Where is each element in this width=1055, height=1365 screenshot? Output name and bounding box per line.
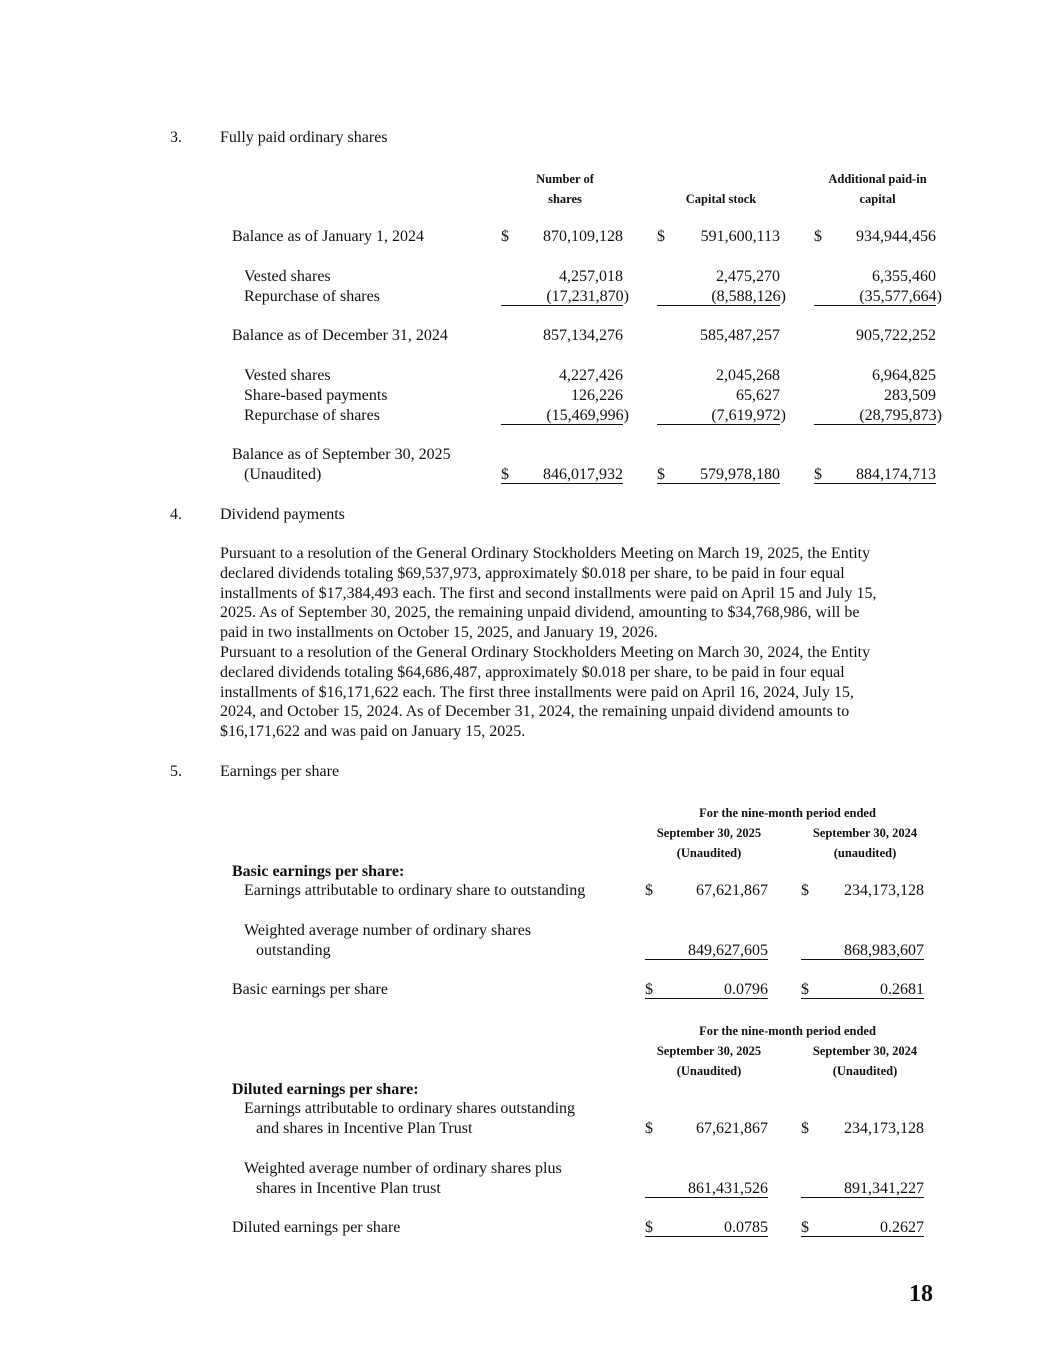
dividend-line: installments of $17,384,493 each. The first and second installments were paid on April 15 and July 15, bbox=[220, 584, 877, 602]
currency-symbol: $ bbox=[801, 1219, 809, 1236]
value-shares-baldec2024: 857,134,276 bbox=[543, 327, 623, 344]
diluted-col2-header-line2: (Unaudited) bbox=[832, 1064, 898, 1078]
basic-period-header: For the nine-month period ended bbox=[699, 806, 876, 820]
diluted-wa-2024: 891,341,227 bbox=[844, 1180, 924, 1197]
value-apic-baldec2024: 905,722,252 bbox=[856, 327, 936, 344]
diluted-earnings-label-line1: Earnings attributable to ordinary shares outstanding bbox=[244, 1100, 576, 1117]
value-apic-repurchase1: (35,577,664) bbox=[859, 288, 942, 305]
underline bbox=[657, 424, 780, 425]
underline bbox=[645, 1236, 768, 1237]
currency-symbol: $ bbox=[801, 1120, 809, 1137]
value-capital-bal2024: 591,600,113 bbox=[700, 228, 780, 245]
basic-eps-2024: 0.2681 bbox=[880, 981, 924, 998]
currency-symbol: $ bbox=[801, 882, 809, 899]
currency-symbol: $ bbox=[645, 981, 653, 998]
row-label-balance-jan-2024: Balance as of January 1, 2024 bbox=[232, 228, 424, 245]
value-apic-repurchase2: (28,795,873) bbox=[859, 407, 942, 424]
diluted-earnings-2025: 67,621,867 bbox=[696, 1120, 768, 1137]
page-number: 18 bbox=[909, 1281, 933, 1307]
currency-symbol: $ bbox=[814, 228, 822, 245]
section-3-number: 3. bbox=[170, 129, 182, 146]
underline bbox=[645, 1197, 768, 1198]
underline bbox=[657, 305, 780, 306]
diluted-col1-header-line2: (Unaudited) bbox=[676, 1064, 742, 1078]
basic-col2-header-line2: (unaudited) bbox=[833, 846, 897, 860]
currency-symbol: $ bbox=[501, 466, 509, 483]
value-shares-repurchase1: (17,231,870) bbox=[546, 288, 629, 305]
basic-eps-label: Basic earnings per share bbox=[232, 981, 388, 998]
basic-earnings-2025: 67,621,867 bbox=[696, 882, 768, 899]
value-capital-balsep2025: 579,978,180 bbox=[700, 466, 780, 483]
header-apic-line1: Additional paid-in bbox=[828, 172, 927, 186]
diluted-eps-heading: Diluted earnings per share: bbox=[232, 1081, 419, 1098]
diluted-wa-label-line1: Weighted average number of ordinary shares plus bbox=[244, 1160, 562, 1177]
value-shares-sbp: 126,226 bbox=[571, 387, 623, 404]
underline bbox=[501, 424, 623, 425]
section-3-title: Fully paid ordinary shares bbox=[220, 129, 388, 146]
row-label-repurchase: Repurchase of shares bbox=[244, 407, 380, 424]
row-label-repurchase: Repurchase of shares bbox=[244, 288, 380, 305]
currency-symbol: $ bbox=[501, 228, 509, 245]
value-shares-vested2: 4,227,426 bbox=[559, 367, 623, 384]
value-apic-bal2024: 934,944,456 bbox=[856, 228, 936, 245]
value-apic-sbp: 283,509 bbox=[884, 387, 936, 404]
value-shares-vested1: 4,257,018 bbox=[559, 268, 623, 285]
diluted-period-header: For the nine-month period ended bbox=[699, 1024, 876, 1038]
header-apic-line2: capital bbox=[859, 192, 896, 206]
diluted-earnings-2024: 234,173,128 bbox=[844, 1120, 924, 1137]
value-capital-repurchase2: (7,619,972) bbox=[711, 407, 786, 424]
row-label-share-based-payments: Share-based payments bbox=[244, 387, 388, 404]
basic-earnings-2024: 234,173,128 bbox=[844, 882, 924, 899]
value-shares-repurchase2: (15,469,996) bbox=[546, 407, 629, 424]
underline bbox=[501, 305, 623, 306]
header-capital-stock: Capital stock bbox=[685, 192, 757, 206]
underline bbox=[801, 1197, 924, 1198]
section-5-number: 5. bbox=[170, 763, 182, 780]
diluted-eps-2024: 0.2627 bbox=[880, 1219, 924, 1236]
diluted-earnings-label-line2: and shares in Incentive Plan Trust bbox=[256, 1120, 473, 1137]
row-label-balance-sep-2025: Balance as of September 30, 2025 bbox=[232, 446, 451, 463]
value-shares-balsep2025: 846,017,932 bbox=[543, 466, 623, 483]
value-capital-sbp: 65,627 bbox=[736, 387, 780, 404]
basic-col1-header-line1: September 30, 2025 bbox=[656, 826, 762, 840]
dividend-line: declared dividends totaling $69,537,973, approximately $0.018 per share, to be paid in four equal bbox=[220, 564, 845, 582]
dividend-line: $16,171,622 and was paid on January 15, 2025. bbox=[220, 723, 526, 741]
value-capital-repurchase1: (8,588,126) bbox=[711, 288, 786, 305]
diluted-eps-label: Diluted earnings per share bbox=[232, 1219, 401, 1236]
value-apic-vested1: 6,355,460 bbox=[872, 268, 936, 285]
value-apic-balsep2025: 884,174,713 bbox=[856, 466, 936, 483]
diluted-eps-2025: 0.0785 bbox=[724, 1219, 768, 1236]
dividend-line: paid in two installments on October 15, 2025, and January 19, 2026. bbox=[220, 624, 658, 642]
underline bbox=[501, 483, 623, 484]
basic-col1-header-line2: (Unaudited) bbox=[676, 846, 742, 860]
header-number-of-shares-line2: shares bbox=[548, 192, 582, 206]
basic-eps-2025: 0.0796 bbox=[724, 981, 768, 998]
diluted-col1-header-line1: September 30, 2025 bbox=[656, 1044, 762, 1058]
row-label-unaudited: (Unaudited) bbox=[244, 466, 322, 483]
diluted-wa-label-line2: shares in Incentive Plan trust bbox=[256, 1180, 441, 1197]
underline bbox=[645, 959, 768, 960]
currency-symbol: $ bbox=[645, 1219, 653, 1236]
basic-col2-header-line1: September 30, 2024 bbox=[812, 826, 918, 840]
basic-wa-label-line2: outstanding bbox=[256, 942, 331, 959]
value-capital-baldec2024: 585,487,257 bbox=[700, 327, 780, 344]
currency-symbol: $ bbox=[801, 981, 809, 998]
dividend-line: Pursuant to a resolution of the General Ordinary Stockholders Meeting on March 19, 2025, the Entity bbox=[220, 545, 871, 562]
currency-symbol: $ bbox=[814, 466, 822, 483]
currency-symbol: $ bbox=[657, 466, 665, 483]
underline bbox=[801, 998, 924, 999]
underline bbox=[814, 424, 936, 425]
dividend-line: Pursuant to a resolution of the General Ordinary Stockholders Meeting on March 30, 2024, the Entity bbox=[220, 643, 871, 661]
value-shares-bal2024: 870,109,128 bbox=[543, 228, 623, 245]
underline bbox=[801, 959, 924, 960]
basic-earnings-label: Earnings attributable to ordinary share to outstanding bbox=[244, 882, 586, 899]
underline bbox=[814, 483, 936, 484]
section-4-number: 4. bbox=[170, 506, 182, 523]
section-5-title: Earnings per share bbox=[220, 763, 340, 780]
currency-symbol: $ bbox=[645, 882, 653, 899]
basic-eps-heading: Basic earnings per share: bbox=[232, 863, 405, 880]
header-number-of-shares-line1: Number of bbox=[536, 172, 594, 186]
basic-wa-label-line1: Weighted average number of ordinary shares bbox=[244, 922, 532, 939]
underline bbox=[814, 305, 936, 306]
currency-symbol: $ bbox=[657, 228, 665, 245]
row-label-vested-shares: Vested shares bbox=[244, 367, 331, 384]
diluted-col2-header-line1: September 30, 2024 bbox=[812, 1044, 918, 1058]
dividend-line: 2024, and October 15, 2024. As of December 31, 2024, the remaining unpaid dividend amounts to bbox=[220, 703, 850, 721]
dividend-paragraph bbox=[220, 544, 940, 742]
dividend-line: 2025. As of September 30, 2025, the remaining unpaid dividend, amounting to $34,768,986, will be bbox=[220, 604, 860, 622]
value-capital-vested1: 2,475,270 bbox=[716, 268, 780, 285]
underline bbox=[645, 998, 768, 999]
row-label-vested-shares: Vested shares bbox=[244, 268, 331, 285]
value-apic-vested2: 6,964,825 bbox=[872, 367, 936, 384]
underline bbox=[801, 1236, 924, 1237]
value-capital-vested2: 2,045,268 bbox=[716, 367, 780, 384]
diluted-wa-2025: 861,431,526 bbox=[688, 1180, 768, 1197]
dividend-line: installments of $16,171,622 each. The first three installments were paid on April 16, 2024, July 15, bbox=[220, 683, 854, 701]
underline bbox=[657, 483, 780, 484]
basic-wa-2024: 868,983,607 bbox=[844, 942, 924, 959]
section-4-title: Dividend payments bbox=[220, 506, 345, 523]
dividend-line: declared dividends totaling $64,686,487, approximately $0.018 per share, to be paid in four equal bbox=[220, 663, 845, 681]
currency-symbol: $ bbox=[645, 1120, 653, 1137]
basic-wa-2025: 849,627,605 bbox=[688, 942, 768, 959]
row-label-balance-dec-2024: Balance as of December 31, 2024 bbox=[232, 327, 448, 344]
